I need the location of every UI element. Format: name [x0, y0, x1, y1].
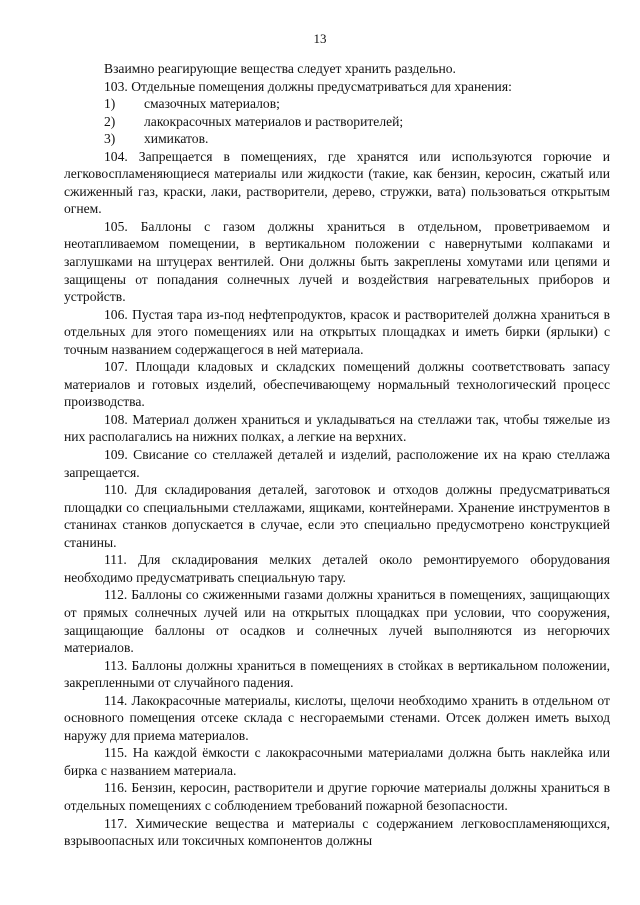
list-item-number: 3) — [104, 131, 116, 147]
list-item-number: 1) — [104, 96, 116, 112]
list-item — [64, 95, 610, 113]
list-item — [64, 113, 610, 131]
paragraph-103: 103. Отдельные помещения должны предусматриваться для хранения: — [104, 78, 512, 94]
paragraph-116: 116. Бензин, керосин, растворители и другие горючие материалы должны храниться в отдельных помещениях с соблюдением требований пожарной безопасности. — [64, 780, 610, 813]
document-body — [64, 60, 610, 850]
list-item-text: смазочных материалов; — [144, 96, 280, 112]
paragraph-117: 117. Химические вещества и материалы с содержанием легковоспламеняющихся, взрывоопасных или токсичных компонентов должны — [64, 815, 610, 849]
paragraph-111: 111. Для складирования мелких деталей около ремонтируемого оборудования необходимо предусматривать специальную тару. — [64, 552, 610, 585]
paragraph-106: 106. Пустая тара из-под нефтепродуктов, красок и растворителей должна храниться в отдельных для этого помещениях или на открытых площадках и иметь бирки (ярлыки) с точным названием содержащегося в ней материала. — [64, 306, 610, 357]
paragraph-114: 114. Лакокрасочные материалы, кислоты, щелочи необходимо хранить в отдельном от основного помещения отсеке склада с несгораемыми стенами. Отсек должен иметь выход наружу для приема материалов. — [64, 692, 610, 743]
paragraph-105: 105. Баллоны с газом должны храниться в отдельном, проветриваемом и неотапливаемом помещении, в вертикальном положении с навернутыми колпаками и заглушками на штуцерах вентилей. Они должны быть закреплены хомутами или цепями и защищены от попадания солнечных лучей и воздействия нагревательных приборов и устройств. — [64, 218, 610, 305]
paragraph-104: 104. Запрещается в помещениях, где хранятся или используются горючие и легковоспламеняющиеся материалы или жидкости (такие, как бензин, керосин, сжатый или сжиженный газ, краски, лаки, растворители, дерево, стружки, вата) пользоваться открытым огнем. — [64, 148, 610, 217]
paragraph-108: 108. Материал должен храниться и укладываться на стеллажи так, чтобы тяжелые из них располагались на нижних полках, а легкие на верхних. — [64, 411, 610, 445]
paragraph-109: 109. Свисание со стеллажей деталей и изделий, расположение их на краю стеллажа запрещается. — [64, 447, 610, 480]
list-item-text: химикатов. — [144, 131, 209, 147]
paragraph-115: 115. На каждой ёмкости с лакокрасочными материалами должна быть наклейка или бирка с названием материала. — [64, 745, 610, 778]
paragraph-113: 113. Баллоны должны храниться в помещениях в стойках в вертикальном положении, закрепленными от случайного падения. — [64, 657, 610, 691]
paragraph-110: 110. Для складирования деталей, заготовок и отходов должны предусматриваться площадки со специальными стеллажами, ящиками, контейнерами. Хранение инструментов в станинах станков допускается в случае, если это специально предусмотрено конструкцией станины. — [64, 482, 610, 550]
list-item-text: лакокрасочных материалов и растворителей; — [144, 113, 404, 129]
paragraph-107: 107. Площади кладовых и складских помещений должны соответствовать запасу материалов и готовых изделий, обеспечивающему нормальный технологический процесс производства. — [64, 359, 610, 410]
page-number: 13 — [313, 31, 327, 46]
list-item-number: 2) — [104, 113, 116, 129]
list-item — [64, 130, 610, 148]
paragraph-intro: Взаимно реагирующие вещества следует хранить раздельно. — [104, 61, 456, 76]
paragraph-112: 112. Баллоны со сжиженными газами должны храниться в помещениях, защищающих от прямых солнечных лучей или на открытых площадках при условии, что сооружения, защищающие баллоны от осадков и солнечных лучей выполняются из негорючих материалов. — [64, 587, 610, 656]
